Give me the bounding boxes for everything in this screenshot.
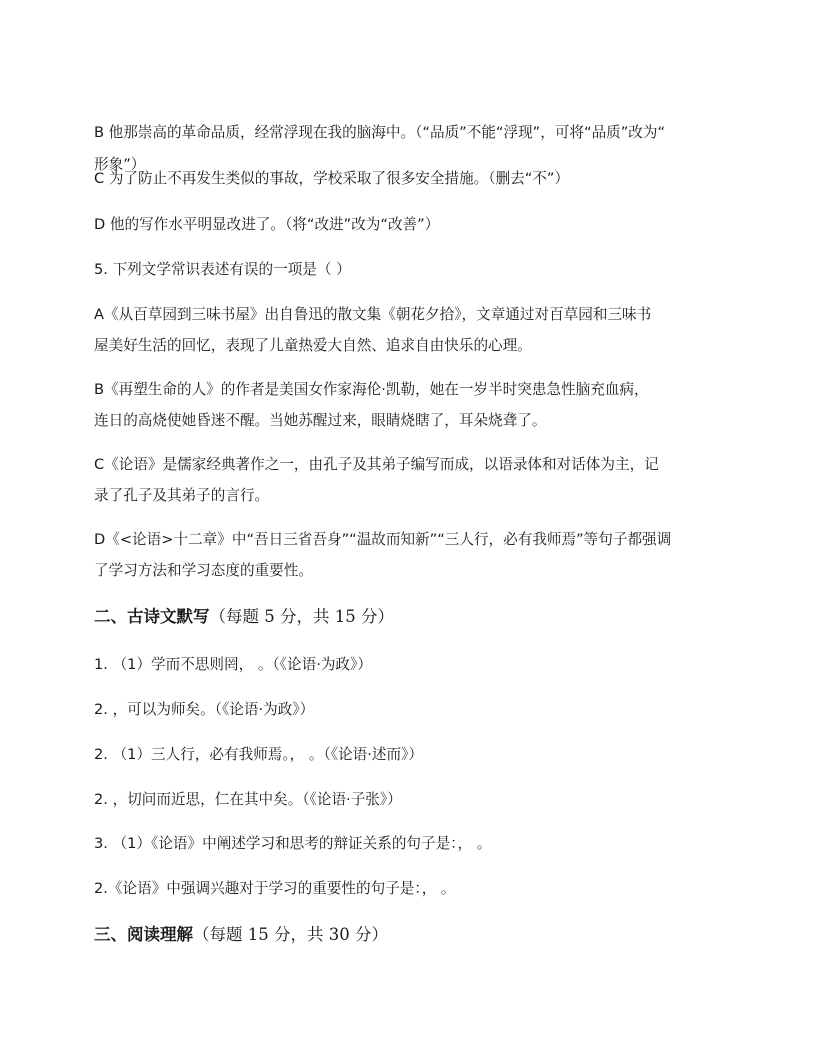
section-2-heading <box>94 602 734 632</box>
question-5-option-d-line-1: D《<论语>十二章》中“吾日三省吾身”“温故而知新”“三人行，必有我师焉”等句子都强调 <box>94 531 672 548</box>
section-2-item-3: 2. （1）三人行，必有我师焉。， 。（《论语·述而》） <box>94 746 423 763</box>
section-3-title: 三、阅读理解 <box>94 925 193 944</box>
section-2-item-1: 1. （1）学而不思则罔， 。（《论语·为政》） <box>94 656 372 673</box>
section-2-item-2: 2. ，可以为师矣。（《论语·为政》） <box>94 701 315 718</box>
section-3-heading <box>94 920 734 950</box>
section-3-score-note: （每题 15 分，共 30 分） <box>193 925 388 944</box>
section-2-score-note: （每题 5 分，共 15 分） <box>209 607 394 626</box>
section-2-item-4: 2. ，切问而近思，仁在其中矣。（《论语·子张》） <box>94 791 402 808</box>
section-2-title: 二、古诗文默写 <box>94 607 210 626</box>
choice-b-line-1: B 他那崇高的革命品质，经常浮现在我的脑海中。（“品质”不能“浮现”，可将“品质”改为“ <box>94 124 666 141</box>
choice-c: C 为了防止不再发生类似的事故，学校采取了很多安全措施。（删去“不”） <box>94 170 570 187</box>
question-5-option-a-line-1: A《从百草园到三味书屋》出自鲁迅的散文集《朝花夕拾》，文章通过对百草园和三味书 <box>94 306 652 323</box>
question-5-stem: 5. 下列文学常识表述有误的一项是（ ） <box>94 261 351 278</box>
question-5-option-c-line-2: 录了孔子及其弟子的言行。 <box>94 487 270 504</box>
choice-b-line-2: 形象”） <box>94 156 146 173</box>
question-5-option-c-line-1: C《论语》是儒家经典著作之一，由孔子及其弟子编写而成，以语录体和对话体为主，记 <box>94 456 659 473</box>
question-5-option-d-line-2: 了学习方法和学习态度的重要性。 <box>94 562 313 579</box>
section-2-item-6: 2.《论语》中强调兴趣对于学习的重要性的句子是：， 。 <box>94 880 456 897</box>
question-5-option-b-line-1: B《再塑生命的人》的作者是美国女作家海伦·凯勒，她在一岁半时突患急性脑充血病， <box>94 381 649 398</box>
question-5-option-b-line-2: 连日的高烧使她昏迷不醒。当她苏醒过来，眼睛烧瞎了，耳朵烧聋了。 <box>94 412 547 429</box>
section-2-item-5: 3. （1）《论语》中阐述学习和思考的辩证关系的句子是：， 。 <box>94 835 492 852</box>
choice-d: D 他的写作水平明显改进了。（将“改进”改为“改善”） <box>94 216 440 233</box>
question-5-option-a-line-2: 屋美好生活的回忆，表现了儿童热爱大自然、追求自由快乐的心理。 <box>94 337 532 354</box>
